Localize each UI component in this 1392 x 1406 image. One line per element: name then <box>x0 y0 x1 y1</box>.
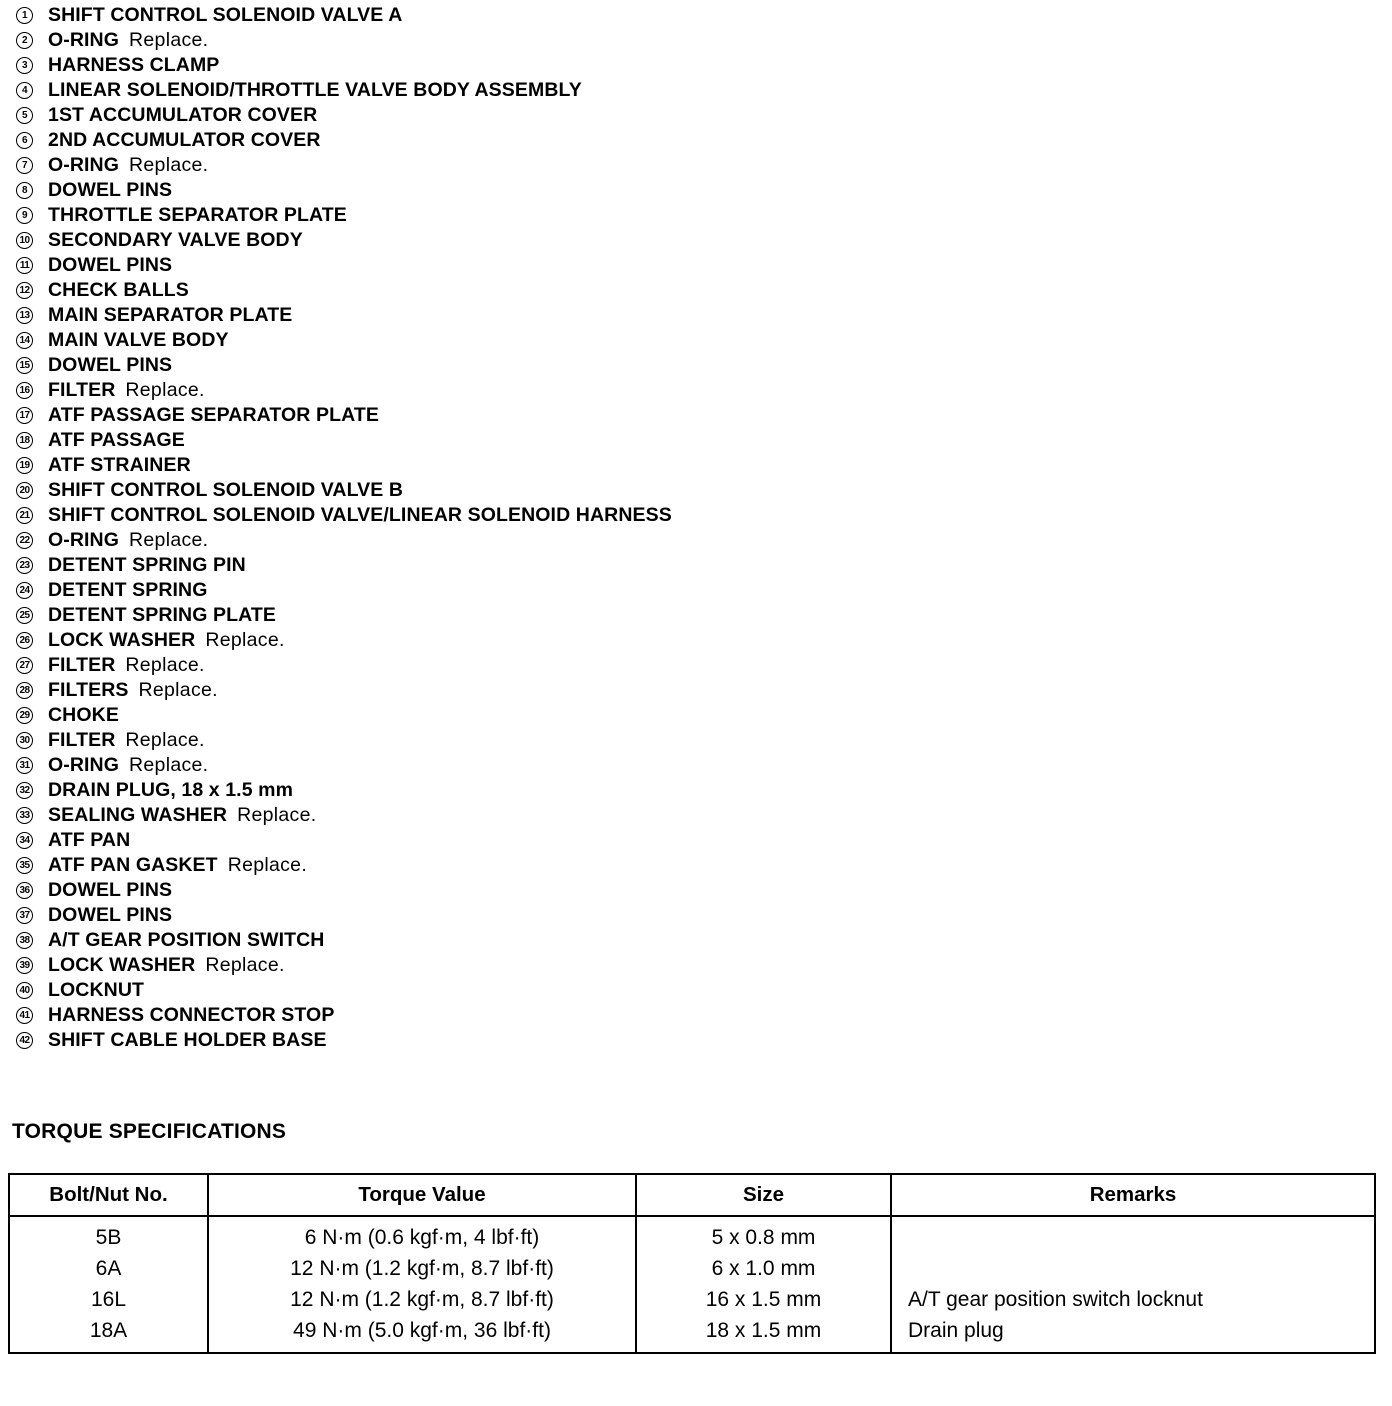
part-number-badge: 28 <box>16 682 33 699</box>
part-number-badge: 41 <box>16 1007 33 1024</box>
size-cell: 16 x 1.5 mm <box>636 1284 891 1315</box>
torque-value-cell: 12 N·m (1.2 kgf·m, 8.7 lbf·ft) <box>208 1284 636 1315</box>
part-item-5 <box>16 103 682 128</box>
part-name: FILTER <box>48 654 116 676</box>
part-item-1 <box>16 3 682 28</box>
part-name: LOCK WASHER <box>48 629 196 651</box>
part-name: O-RING <box>48 754 120 776</box>
part-note: Replace. <box>129 29 209 51</box>
parts-list <box>16 3 682 1053</box>
part-number-badge: 33 <box>16 807 33 824</box>
part-number-badge: 11 <box>16 257 33 274</box>
part-item-17 <box>16 403 682 428</box>
part-item-21 <box>16 503 682 528</box>
part-item-35 <box>16 853 682 878</box>
part-item-23 <box>16 553 682 578</box>
part-name: FILTER <box>48 729 116 751</box>
part-item-25 <box>16 603 682 628</box>
part-item-20 <box>16 478 682 503</box>
part-item-10 <box>16 228 682 253</box>
part-number-badge: 6 <box>16 132 33 149</box>
remarks-cell: Drain plug <box>891 1315 1375 1353</box>
part-number-badge: 14 <box>16 332 33 349</box>
part-name: HARNESS CLAMP <box>48 54 220 76</box>
torque-value-cell: 12 N·m (1.2 kgf·m, 8.7 lbf·ft) <box>208 1253 636 1284</box>
part-item-13 <box>16 303 682 328</box>
bolt-number-cell: 16L <box>9 1284 208 1315</box>
part-name: MAIN SEPARATOR PLATE <box>48 304 293 326</box>
table-row <box>9 1253 1375 1284</box>
part-name: 1ST ACCUMULATOR COVER <box>48 104 318 126</box>
part-note: Replace. <box>129 529 209 551</box>
part-note: Replace. <box>129 154 209 176</box>
part-item-33 <box>16 803 682 828</box>
part-name: THROTTLE SEPARATOR PLATE <box>48 204 347 226</box>
part-name: HARNESS CONNECTOR STOP <box>48 1004 335 1026</box>
part-name: FILTER <box>48 379 116 401</box>
part-item-27 <box>16 653 682 678</box>
part-number-badge: 10 <box>16 232 33 249</box>
part-name: O-RING <box>48 529 120 551</box>
part-number-badge: 7 <box>16 157 33 174</box>
part-number-badge: 4 <box>16 82 33 99</box>
part-item-37 <box>16 903 682 928</box>
part-item-24 <box>16 578 682 603</box>
part-item-16 <box>16 378 682 403</box>
part-name: LINEAR SOLENOID/THROTTLE VALVE BODY ASSEMBLY <box>48 79 582 101</box>
column-header-bolt: Bolt/Nut No. <box>9 1174 208 1216</box>
part-name: ATF PASSAGE <box>48 429 185 451</box>
part-name: CHECK BALLS <box>48 279 189 301</box>
part-number-badge: 39 <box>16 957 33 974</box>
table-header-row <box>9 1174 1375 1216</box>
part-number-badge: 9 <box>16 207 33 224</box>
table-row <box>9 1315 1375 1353</box>
part-item-2 <box>16 28 682 53</box>
part-name: O-RING <box>48 154 120 176</box>
part-item-8 <box>16 178 682 203</box>
part-number-badge: 5 <box>16 107 33 124</box>
part-number-badge: 35 <box>16 857 33 874</box>
part-number-badge: 24 <box>16 582 33 599</box>
part-note: Replace. <box>125 379 205 401</box>
part-number-badge: 17 <box>16 407 33 424</box>
part-name: SHIFT CABLE HOLDER BASE <box>48 1029 327 1051</box>
part-item-39 <box>16 953 682 978</box>
part-number-badge: 12 <box>16 282 33 299</box>
part-number-badge: 40 <box>16 982 33 999</box>
part-item-7 <box>16 153 682 178</box>
part-note: Replace. <box>227 854 308 876</box>
column-header-size: Size <box>636 1174 891 1216</box>
part-note: Replace. <box>205 629 285 651</box>
part-number-badge: 2 <box>16 32 33 49</box>
part-name: DETENT SPRING PIN <box>48 554 246 576</box>
part-name: ATF STRAINER <box>48 454 191 476</box>
part-number-badge: 27 <box>16 657 33 674</box>
part-number-badge: 1 <box>16 7 33 24</box>
part-name: 2ND ACCUMULATOR COVER <box>48 129 321 151</box>
bolt-number-cell: 5B <box>9 1216 208 1253</box>
part-name: LOCKNUT <box>48 979 145 1001</box>
part-item-6 <box>16 128 682 153</box>
column-header-torque: Torque Value <box>208 1174 636 1216</box>
part-number-badge: 22 <box>16 532 33 549</box>
part-item-18 <box>16 428 682 453</box>
part-item-28 <box>16 678 682 703</box>
part-name: A/T GEAR POSITION SWITCH <box>48 929 325 951</box>
part-item-26 <box>16 628 682 653</box>
part-note: Replace. <box>138 679 218 701</box>
size-cell: 18 x 1.5 mm <box>636 1315 891 1353</box>
part-item-15 <box>16 353 682 378</box>
part-name: FILTERS <box>48 679 129 701</box>
size-cell: 5 x 0.8 mm <box>636 1216 891 1253</box>
part-name: MAIN VALVE BODY <box>48 329 229 351</box>
part-number-badge: 16 <box>16 382 33 399</box>
bolt-number-cell: 6A <box>9 1253 208 1284</box>
part-item-9 <box>16 203 682 228</box>
part-name: ATF PASSAGE SEPARATOR PLATE <box>48 404 379 426</box>
part-item-30 <box>16 728 682 753</box>
part-number-badge: 21 <box>16 507 33 524</box>
part-item-12 <box>16 278 682 303</box>
part-note: Replace. <box>205 954 285 976</box>
part-name: ATF PAN GASKET <box>48 854 218 876</box>
part-number-badge: 42 <box>16 1032 33 1049</box>
remarks-cell <box>891 1216 1375 1253</box>
table-row <box>9 1284 1375 1315</box>
column-header-remarks: Remarks <box>891 1174 1375 1216</box>
part-number-badge: 29 <box>16 707 33 724</box>
part-name: SHIFT CONTROL SOLENOID VALVE/LINEAR SOLENOID HARNESS <box>48 504 672 526</box>
part-name: O-RING <box>48 29 120 51</box>
remarks-cell: A/T gear position switch locknut <box>891 1284 1375 1315</box>
part-name: SHIFT CONTROL SOLENOID VALVE B <box>48 479 404 501</box>
part-number-badge: 34 <box>16 832 33 849</box>
part-name: SECONDARY VALVE BODY <box>48 229 303 251</box>
part-number-badge: 13 <box>16 307 33 324</box>
part-number-badge: 36 <box>16 882 33 899</box>
part-note: Replace. <box>125 654 205 676</box>
part-number-badge: 38 <box>16 932 33 949</box>
size-cell: 6 x 1.0 mm <box>636 1253 891 1284</box>
torque-value-cell: 6 N·m (0.6 kgf·m, 4 lbf·ft) <box>208 1216 636 1253</box>
part-number-badge: 25 <box>16 607 33 624</box>
part-number-badge: 30 <box>16 732 33 749</box>
part-name: DRAIN PLUG, 18 x 1.5 mm <box>48 779 294 801</box>
part-number-badge: 19 <box>16 457 33 474</box>
part-item-22 <box>16 528 682 553</box>
part-name: CHOKE <box>48 704 119 726</box>
part-item-34 <box>16 828 682 853</box>
part-name: DOWEL PINS <box>48 254 173 276</box>
part-item-32 <box>16 778 682 803</box>
part-item-19 <box>16 453 682 478</box>
part-item-41 <box>16 1003 682 1028</box>
part-name: SEALING WASHER <box>48 804 228 826</box>
torque-specifications-table <box>8 1173 1376 1354</box>
part-number-badge: 37 <box>16 907 33 924</box>
part-number-badge: 31 <box>16 757 33 774</box>
part-name: LOCK WASHER <box>48 954 196 976</box>
part-item-14 <box>16 328 682 353</box>
part-number-badge: 23 <box>16 557 33 574</box>
part-number-badge: 26 <box>16 632 33 649</box>
part-name: DOWEL PINS <box>48 354 173 376</box>
remarks-cell <box>891 1253 1375 1284</box>
torque-specifications-heading: TORQUE SPECIFICATIONS <box>12 1120 287 1143</box>
part-name: ATF PAN <box>48 829 131 851</box>
part-name: DETENT SPRING PLATE <box>48 604 276 626</box>
part-item-4 <box>16 78 682 103</box>
torque-value-cell: 49 N·m (5.0 kgf·m, 36 lbf·ft) <box>208 1315 636 1353</box>
part-number-badge: 32 <box>16 782 33 799</box>
part-name: SHIFT CONTROL SOLENOID VALVE A <box>48 4 403 26</box>
part-item-40 <box>16 978 682 1003</box>
part-name: DOWEL PINS <box>48 904 173 926</box>
part-number-badge: 15 <box>16 357 33 374</box>
part-number-badge: 18 <box>16 432 33 449</box>
part-item-31 <box>16 753 682 778</box>
part-item-29 <box>16 703 682 728</box>
part-number-badge: 20 <box>16 482 33 499</box>
table-row <box>9 1216 1375 1253</box>
part-number-badge: 8 <box>16 182 33 199</box>
part-item-36 <box>16 878 682 903</box>
part-item-38 <box>16 928 682 953</box>
part-name: DOWEL PINS <box>48 179 173 201</box>
part-note: Replace. <box>237 804 317 826</box>
part-item-11 <box>16 253 682 278</box>
part-note: Replace. <box>129 754 209 776</box>
bolt-number-cell: 18A <box>9 1315 208 1353</box>
part-item-3 <box>16 53 682 78</box>
part-item-42 <box>16 1028 682 1053</box>
part-number-badge: 3 <box>16 57 33 74</box>
part-note: Replace. <box>125 729 205 751</box>
part-name: DOWEL PINS <box>48 879 173 901</box>
part-name: DETENT SPRING <box>48 579 208 601</box>
